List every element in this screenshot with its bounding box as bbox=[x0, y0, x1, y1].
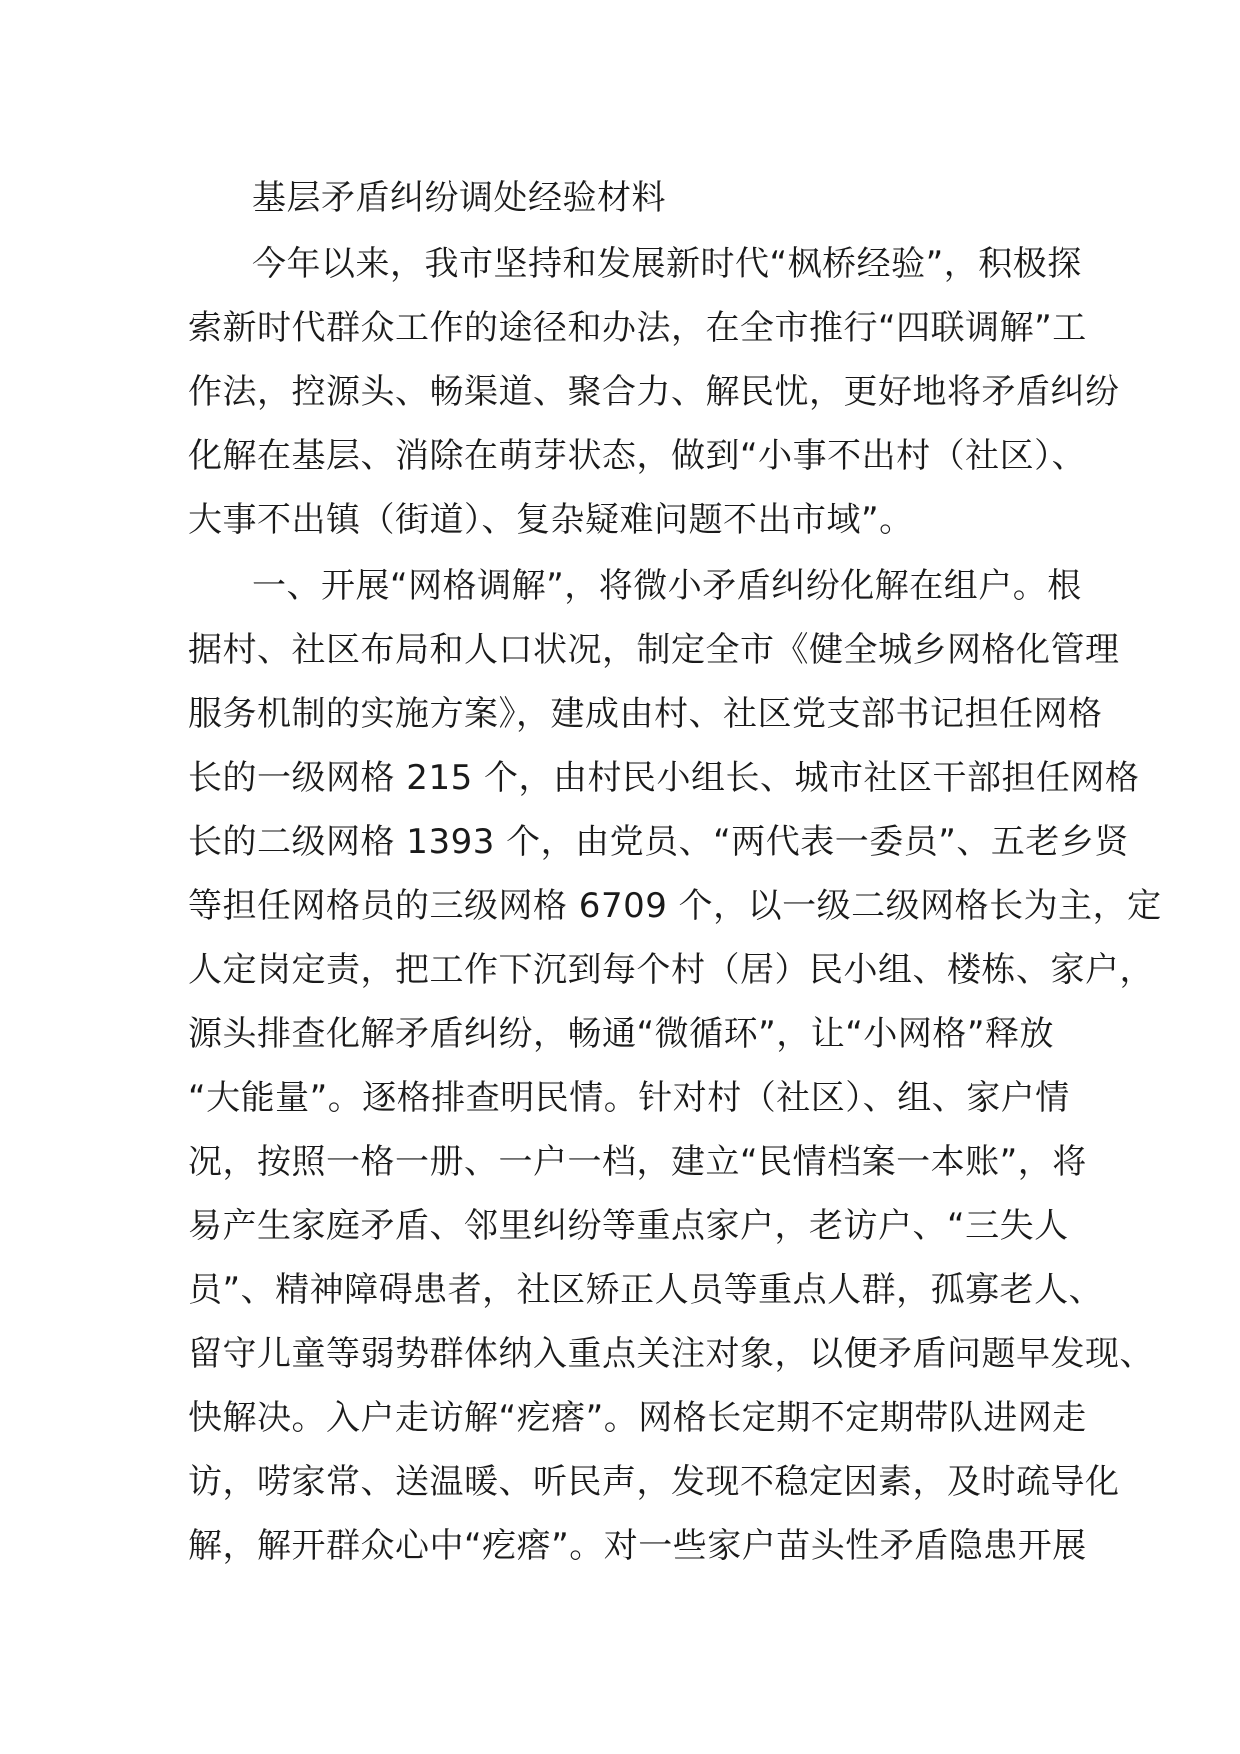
paragraph-line: 易产生家庭矛盾、邻里纠纷等重点家户，老访户、“三失人 bbox=[188, 1206, 1069, 1246]
paragraph-line: 人定岗定责，把工作下沉到每个村（居）民小组、楼栋、家户， bbox=[188, 950, 1154, 990]
paragraph-line: 大事不出镇（街道）、复杂疑难问题不出市域”。 bbox=[188, 500, 914, 540]
paragraph-line: 长的一级网格 215 个，由村民小组长、城市社区干部担任网格 bbox=[188, 758, 1140, 798]
paragraph-line: 据村、社区布局和人口状况，制定全市《健全城乡网格化管理 bbox=[188, 630, 1120, 670]
paragraph-line: 访，唠家常、送温暖、听民声，发现不稳定因素，及时疏导化 bbox=[188, 1462, 1120, 1502]
paragraph-line: 等担任网格员的三级网格 6709 个，以一级二级网格长为主，定 bbox=[188, 886, 1162, 926]
paragraph-line: 一、开展“网格调解”，将微小矛盾纠纷化解在组户。根 bbox=[252, 566, 1082, 606]
paragraph-line: 服务机制的实施方案》，建成由村、社区党支部书记担任网格 bbox=[188, 694, 1103, 734]
paragraph-line: 留守儿童等弱势群体纳入重点关注对象，以便矛盾问题早发现、 bbox=[188, 1334, 1154, 1374]
paragraph-line: 化解在基层、消除在萌芽状态，做到“小事不出村（社区）、 bbox=[188, 436, 1087, 476]
paragraph-line: 况，按照一格一册、一户一档，建立“民情档案一本账”，将 bbox=[188, 1142, 1087, 1182]
paragraph-line: 解，解开群众心中“疙瘩”。对一些家户苗头性矛盾隐患开展 bbox=[188, 1526, 1087, 1566]
paragraph-line: 作法，控源头、畅渠道、聚合力、解民忧，更好地将矛盾纠纷 bbox=[188, 372, 1120, 412]
paragraph-line: 源头排查化解矛盾纠纷，畅通“微循环”，让“小网格”释放 bbox=[188, 1014, 1054, 1054]
paragraph-line: 快解决。入户走访解“疙瘩”。网格长定期不定期带队进网走 bbox=[188, 1398, 1087, 1438]
paragraph-line: 员”、精神障碍患者，社区矫正人员等重点人群，孤寡老人、 bbox=[188, 1270, 1104, 1310]
paragraph-line: 长的二级网格 1393 个，由党员、“两代表一委员”、五老乡贤 bbox=[188, 822, 1129, 862]
paragraph-line: 今年以来，我市坚持和发展新时代“枫桥经验”，积极探 bbox=[252, 244, 1082, 284]
paragraph-line: “大能量”。逐格排查明民情。针对村（社区）、组、家户情 bbox=[188, 1078, 1070, 1118]
document-title: 基层矛盾纠纷调处经验材料 bbox=[252, 178, 666, 218]
paragraph-line: 索新时代群众工作的途径和办法，在全市推行“四联调解”工 bbox=[188, 308, 1087, 348]
